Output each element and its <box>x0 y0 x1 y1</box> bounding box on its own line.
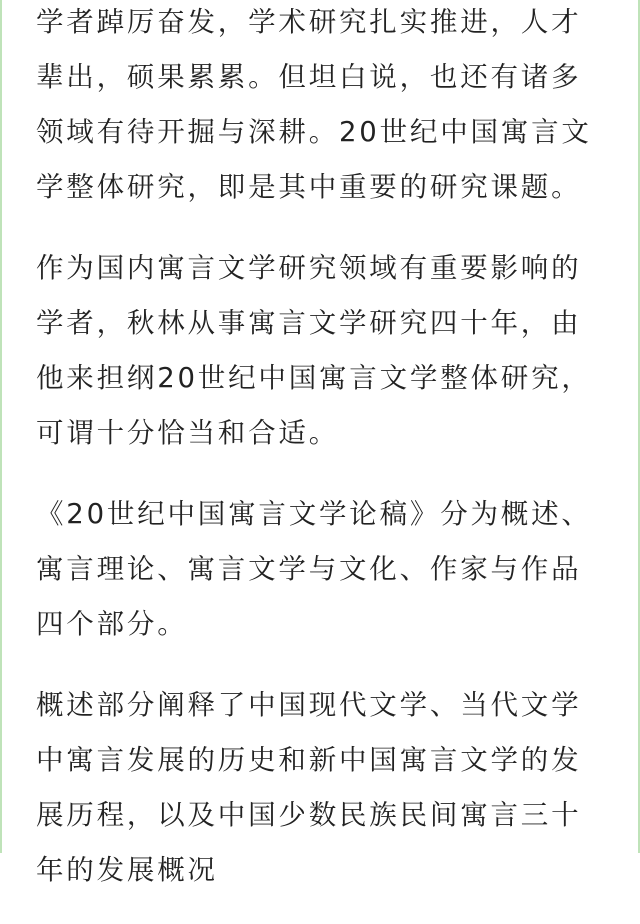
text-line: 可谓十分恰当和合适。 <box>36 417 339 449</box>
text-line: 中寓言发展的历史和新中国寓言文学的发 <box>36 744 582 776</box>
text-line: 年的发展概况 <box>36 854 218 886</box>
text-line: 他来担纲20世纪中国寓言文学整体研究， <box>36 362 592 394</box>
paragraph <box>36 0 604 215</box>
paragraph <box>36 487 604 652</box>
text-line: 寓言理论、寓言文学与文化、作家与作品 <box>36 553 582 585</box>
text-line: 学整体研究，即是其中重要的研究课题。 <box>36 171 582 203</box>
text-line: 学者踔厉奋发，学术研究扎实推进，人才 <box>36 6 582 38</box>
left-border <box>0 0 2 853</box>
text-line: 作为国内寓言文学研究领域有重要影响的 <box>36 252 582 284</box>
text-line: 概述部分阐释了中国现代文学、当代文学 <box>36 689 582 721</box>
article-body <box>36 0 604 924</box>
text-line: 学者，秋林从事寓言文学研究四十年，由 <box>36 307 582 339</box>
text-line: 领域有待开掘与深耕。20世纪中国寓言文 <box>36 116 592 148</box>
text-line: 四个部分。 <box>36 608 188 640</box>
paragraph <box>36 241 604 461</box>
paragraph <box>36 678 604 898</box>
text-line: 《20世纪中国寓言文学论稿》分为概述、 <box>36 498 592 530</box>
text-line: 辈出，硕果累累。但坦白说，也还有诸多 <box>36 61 582 93</box>
text-line: 展历程，以及中国少数民族民间寓言三十 <box>36 799 582 831</box>
